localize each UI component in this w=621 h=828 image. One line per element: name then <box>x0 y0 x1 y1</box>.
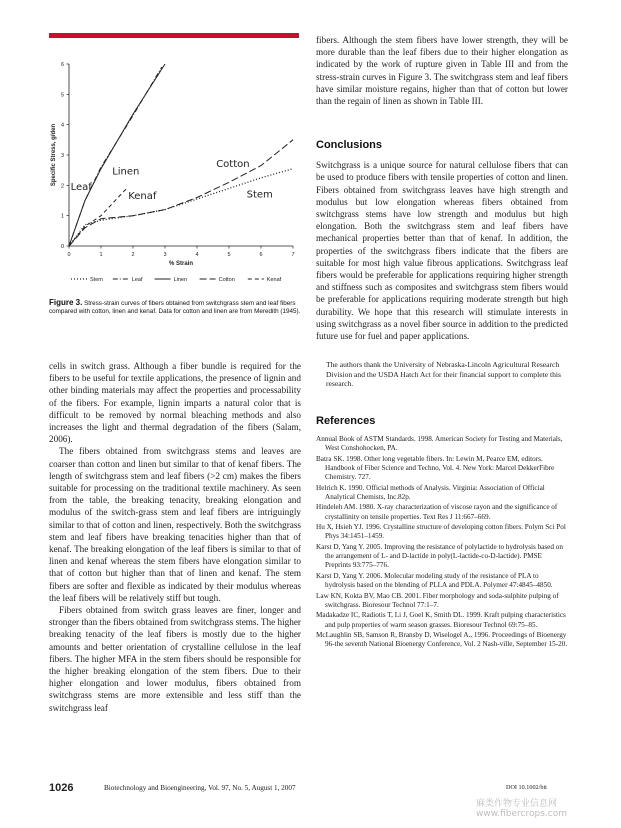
annotation-cotton: Cotton <box>216 159 250 171</box>
reference-item: McLaughlin SB, Samson R, Bransby D, Wiselogel A., 1996. Proceedings of Bioenergy 96-the seventh National Bioenergy Conference, Vol. 2 Nash-ville, September 15-20. <box>316 631 568 649</box>
stress-strain-chart <box>49 56 301 286</box>
chart-axes <box>51 62 295 267</box>
figure-caption-text: Stress-strain curves of fibers obtained from switchgrass stem and leaf fibers compared with cotton, linen and kenaf. Data for cotton and linen are from Meredith (1945). <box>49 300 301 316</box>
journal-citation: Biotechnology and Bioengineering, Vol. 97, No. 5, August 1, 2007 <box>104 784 296 792</box>
y-tick-label: 4 <box>60 122 64 129</box>
reference-item: Hindeleh AM. 1980. X-ray characterization of viscose rayon and the significance of crystallinity on tensile properties. Text Res J 11:667–669. <box>316 503 558 521</box>
y-tick-label: 6 <box>60 62 64 68</box>
x-tick-label: 4 <box>195 252 199 258</box>
x-tick-label: 0 <box>67 252 71 258</box>
legend-label-stem: Stem <box>90 277 103 283</box>
reference-item: Karst D, Yang Y. 2005. Improving the resistance of polylactide to hydrolysis based on the arrangement of L- and D-lactide in poly(L-lactide-co-D-lactide). PMSE Preprints 93:775–776. <box>316 543 563 570</box>
x-tick-label: 1 <box>99 252 103 258</box>
annotation-linen: Linen <box>112 166 140 178</box>
legend-label-linen: Linen <box>173 277 188 283</box>
left-column-text <box>49 360 301 714</box>
x-tick-label: 3 <box>163 252 167 258</box>
y-axis-label: Specific Stress, g/den <box>51 123 57 187</box>
paragraph: cells in switch grass. Although a fiber bundle is required for the fibers to be useful for textile applications, the presence of lignin and other binding materials may affect the properties and processability of the fibers. For example, lignin imparts a natural color that is difficult to be removed by normal bleaching methods and also increases the light and thermal degradation of the fibers (Salam, 2006). <box>49 361 301 445</box>
conclusions-heading: Conclusions <box>316 139 383 152</box>
annotation-leaf: Leaf <box>70 181 92 193</box>
paragraph: Fibers obtained from switch grass leaves are finer, longer and stronger than the fibers obtained from switchgrass stems. The higher breaking tenacity of the leaf fibers is mostly due to the higher amounts and better orientation of crystalline cellulose in the leaf fibers. The higher MFA in the stem fibers should be responsible for the higher breaking elongation of the stem fibers. Due to their higher elongation and lower modulus, fibers obtained from switchgrass stems are more extensible and less stiff than the switchgrass leaf <box>49 605 301 713</box>
conclusions-text: Switchgrass is a unique source for natural cellulose fibers that can be used to produce fibers with tensile properties of cotton and linen. Fibers obtained from switchgrass leaves have high strength and modulus but low elongation whereas fibers obtained from switchgrass stems have low strength and modulus but high elongation. Both the switchgrass stem and leaf fibers have mechanical properties better than that of kenaf. In addition, the properties of the switchgrass fibers indicate that the fibers are suitable for most high value fibrous applications. Switchgrass leaf fibers would be preferable for applications requiring higher strength and stiffness such as composites and switchgrass stem fibers would be preferable for applications requiring moderate strength but high durability. We hope that this research will stimulate interests in using switchgrass as a novel fiber source in addition to the predicted future use for fuel and paper applications. <box>316 160 568 342</box>
y-tick-label: 0 <box>60 244 64 250</box>
reference-item: Hu X, Hsieh YJ. 1996. Crystalline structure of developing cotton fibers. Polym Sci Pol Phys 34:1451–1459. <box>316 523 566 541</box>
x-tick-label: 7 <box>291 252 295 258</box>
y-tick-label: 1 <box>60 213 64 220</box>
series-line-leaf <box>69 67 162 246</box>
references-list <box>316 435 568 649</box>
references-heading: References <box>316 415 376 428</box>
header-accent-bar <box>49 33 299 38</box>
site-watermark: 麻类作物专业信息网 www.fibercrops.com <box>476 799 567 819</box>
chart-series <box>69 64 293 246</box>
reference-item: Law KN, Kokta BV, Mao CB. 2001. Fiber morphology and soda-sulphite pulping of switchgrass. Bioresour Technol 77:1–7. <box>316 591 559 609</box>
figure-number: Figure 3. <box>49 298 83 307</box>
annotation-stem: Stem <box>246 189 273 201</box>
acknowledgement: The authors thank the University of Nebraska-Lincoln Agricultural Research Division and the USDA Hatch Act for their financial support to complete this research. <box>326 360 561 389</box>
x-tick-label: 6 <box>259 252 263 258</box>
right-column <box>316 34 568 651</box>
reference-item: Karst D, Yang Y. 2006. Molecular modeling study of the resistance of PLA to hydrolysis based on the blending of PLLA and PDLA. Polymer 47:4845–4850. <box>316 571 553 590</box>
doi: DOI 10.1002/bit <box>506 784 547 791</box>
reference-item: Madakadze IC, Radiotis T, Li J, Goel K, Smith DL. 1999. Kraft pulping characteristics and pulp properties of warm season grasses. Bioresour Technol 69:75–85. <box>316 611 566 629</box>
figure-3 <box>49 56 301 316</box>
x-tick-label: 2 <box>131 252 135 258</box>
annotation-kenaf: Kenaf <box>128 190 157 202</box>
legend-label-cotton: Cotton <box>218 277 235 283</box>
y-tick-label: 2 <box>60 183 64 190</box>
x-axis-label: % Strain <box>168 261 194 267</box>
chart-annotations <box>71 159 273 202</box>
legend-label-kenaf: Kenaf <box>266 277 282 283</box>
paragraph: The fibers obtained from switchgrass stems and leaves are coarser than cotton and linen but similar to that of kenaf fibers. The length of switchgrass stem and leaf fibers (>2 cm) makes the fibers suitable for processing on the traditional textile machinery. As seen from the table, the breaking tenacity, breaking elongation and modulus of the switch-grass stem and leaf fibers are intriguingly similar to that of cotton and linen, respectively. Both the switchgrass stem and leaf fibers have breaking tenacities higher than that of kenaf. The breaking elongation of the leaf fibers is similar to that of linen and kenaf whereas the stem fibers have elongation similar to that of cotton but higher than that of linen and kenaf. The stem fibers are softer and flexible as indicated by their modulus whereas the leaf fibers will be relatively stiff but tough. <box>49 446 302 603</box>
x-tick-label: 5 <box>227 252 231 258</box>
paragraph: fibers. Although the stem fibers have lower strength, they will be more durable than the leaf fibers due to their higher elongation as indicated by the work of rupture given in Table III and from the stress-strain curves in Figure 3. The switchgrass stem and leaf fibers have similar moisture regains, higher than that of cotton but lower than the regain of linen as shown in Table III. <box>316 35 568 107</box>
series-line-linen <box>69 64 165 246</box>
reference-item: Annual Book of ASTM Standards. 1998. American Society for Testing and Materials, West Conshohocken, PA. <box>316 435 563 453</box>
page-number: 1026 <box>49 782 74 794</box>
reference-item: Batra SK. 1998. Other long vegetable fibers. In: Lewin M, Pearce EM, editors. Handbook of Fiber Science and Techno, Vol. 4. New York: Marcel DekkerFibre Chemistry. 727. <box>316 454 555 482</box>
y-tick-label: 3 <box>60 153 64 159</box>
chart-legend <box>71 277 282 283</box>
reference-item: Helrich K. 1990. Official methods of Analysis. Virginia: Association of Official Analytical Chemists, Inc.82p. <box>316 483 545 501</box>
figure-caption <box>49 299 301 316</box>
y-tick-label: 5 <box>60 92 64 99</box>
legend-label-leaf: Leaf <box>131 277 143 283</box>
series-line-stem <box>69 166 293 246</box>
